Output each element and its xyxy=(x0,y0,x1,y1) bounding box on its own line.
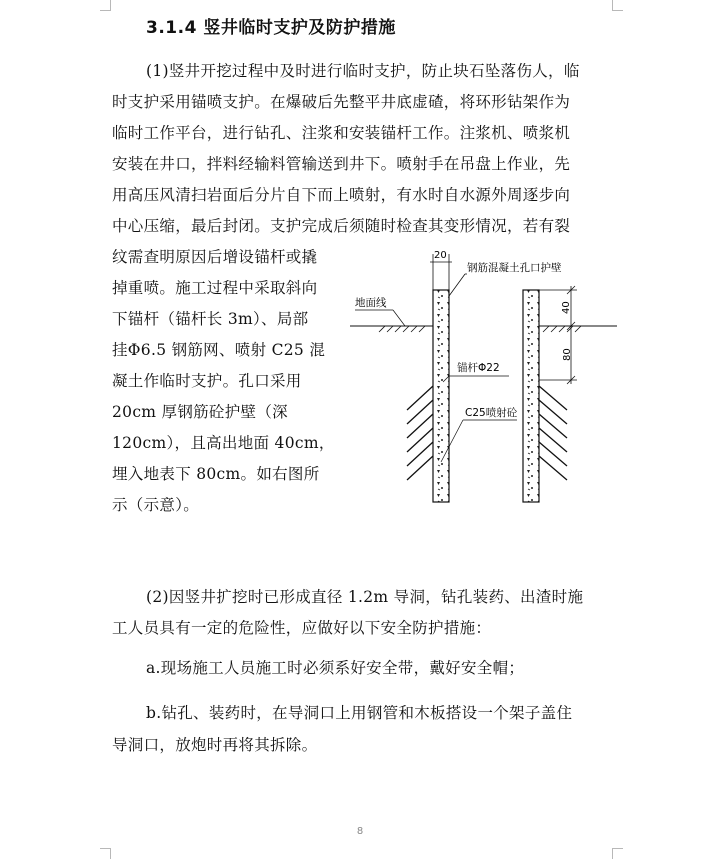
para1-line: 埋入地表下 80cm。如右图所 xyxy=(112,465,320,483)
para1-line: 120cm），且高出地面 40cm， xyxy=(112,434,335,452)
para1-line: 挂Φ6.5 钢筋网、喷射 C25 混 xyxy=(112,341,326,359)
corner-mark-top-right xyxy=(612,0,623,11)
shaft-collar-diagram xyxy=(345,240,630,505)
para2-line: (2)因竖井扩挖时已形成直径 1.2m 导洞，钻孔装药、出渣时施 xyxy=(146,588,584,606)
collar-label: 钢筋混凝土孔口护壁 xyxy=(467,262,562,274)
dim-above-label: 40 xyxy=(561,301,572,314)
para1-line: 临时工作平台，进行钻孔、注浆和安装锚杆工作。注浆机、喷浆机 xyxy=(112,124,571,142)
para1-line: 下锚杆（锚杆长 3m）、局部 xyxy=(112,310,309,328)
item-b-line: 导洞口，放炮时再将其拆除。 xyxy=(112,736,318,754)
corner-mark-bottom-left xyxy=(100,848,111,859)
para1-line: 示（示意）。 xyxy=(112,496,200,514)
para1-line: 20cm 厚钢筋砼护壁（深 xyxy=(112,403,288,421)
para1-line: 安装在井口，拌料经输料管输送到井下。喷射手在吊盘上作业，先 xyxy=(112,155,571,173)
page-number: 8 xyxy=(356,826,364,837)
anchor-bolt-label: 锚杆Φ22 xyxy=(457,362,500,374)
dim-below-label: 80 xyxy=(562,348,573,361)
ground-line-label: 地面线 xyxy=(355,297,387,309)
para1-line: 凝土作临时支护。孔口采用 xyxy=(112,372,302,390)
para2-line: 工人员具有一定的危险性，应做好以下安全防护措施： xyxy=(112,619,492,637)
corner-mark-bottom-right xyxy=(612,848,623,859)
para1-line: 纹需查明原因后增设锚杆或撬 xyxy=(112,248,318,266)
shotcrete-label: C25喷射砼 xyxy=(465,407,518,419)
corner-mark-top-left xyxy=(100,0,111,11)
section-heading: 3.1.4 竖井临时支护及防护措施 xyxy=(146,18,396,38)
item-a: a.现场施工人员施工时必须系好安全带，戴好安全帽； xyxy=(146,659,525,677)
para1-line: 时支护采用锚喷支护。在爆破后先整平井底虚碴，将环形钻架作为 xyxy=(112,93,571,111)
para1-line: 掉重喷。施工过程中采取斜向 xyxy=(112,279,318,297)
dim-width-label: 20 xyxy=(434,250,447,261)
para1-line: 用高压风清扫岩面后分片自下而上喷射，有水时自水源外周逐步向 xyxy=(112,186,571,204)
item-b-line: b.钻孔、装药时，在导洞口上用钢管和木板搭设一个架子盖住 xyxy=(146,704,573,722)
para1-line: 中心压缩，最后封闭。支护完成后须随时检查其变形情况，若有裂 xyxy=(112,217,571,235)
para1-line: (1)竖井开挖过程中及时进行临时支护，防止块石坠落伤人，临 xyxy=(146,62,580,80)
